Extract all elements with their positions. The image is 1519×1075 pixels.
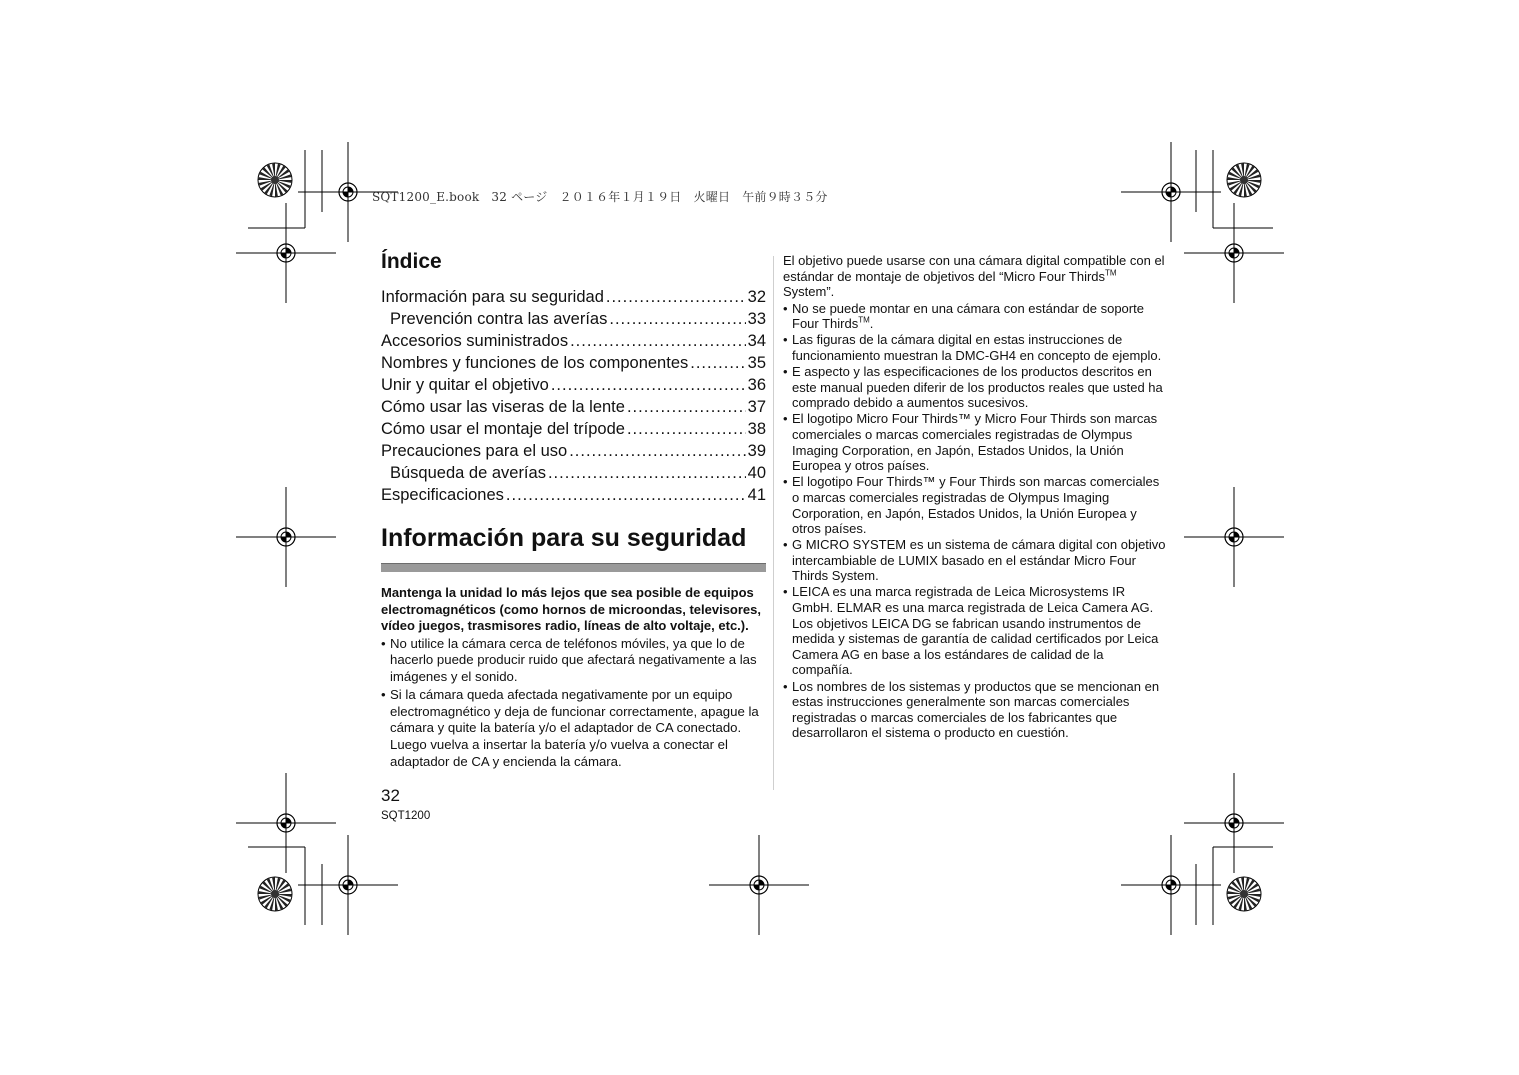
- list-item: • Si la cámara queda afectada negativamente por un equipo electromagnético y deja de funcionar correctamente, apague la cámara y quite la batería y/o el adaptador de CA conectado. Luego vuelva a insertar la batería y/o vuelva a conectar el adaptador de CA y encienda la cámara.: [381, 687, 766, 771]
- crosshair-mark: [236, 487, 336, 587]
- color-star-mark: [1227, 163, 1261, 197]
- crosshair-mark: [1184, 203, 1284, 303]
- crosshair-mark: [1184, 487, 1284, 587]
- toc-entry[interactable]: Nombres y funciones de los componentes ..... 35: [381, 352, 766, 374]
- list-item: • LEICA es una marca registrada de Leica Microsystems IR GmbH. ELMAR es una marca registrada de Leica Camera AG. Los objetivos LEICA DG se fabrican usando instrumentos de medida y sistemas de garantía de calidad certificados por Leica Camera AG en base a los estándares de calidad de la compañía.: [783, 584, 1167, 678]
- toc-title: Índice: [381, 250, 442, 273]
- toc-entry[interactable]: Accesorios suministrados ..... 34: [381, 330, 766, 352]
- print-info-line: SQT1200_E.book 32 ページ ２０１６年１月１９日 火曜日 午前９時３５分: [372, 190, 828, 204]
- page-number: 32: [381, 786, 400, 805]
- safety-bullets: [381, 636, 766, 771]
- crosshair-mark: [298, 835, 398, 935]
- list-item: • G MICRO SYSTEM es un sistema de cámara digital con objetivo intercambiable de LUMIX basado en el estándar Micro Four Thirds System.: [783, 537, 1167, 584]
- crosshair-mark: [236, 203, 336, 303]
- toc-entry[interactable]: Prevención contra las averías ..... 33: [381, 308, 766, 330]
- list-item: • Los nombres de los sistemas y productos que se mencionan en estas instrucciones generalmente son marcas comerciales registradas o marcas comerciales de los fabricantes que desarrollaron el sistema o producto en cuestión.: [783, 679, 1167, 741]
- list-item: • No utilice la cámara cerca de teléfonos móviles, ya que lo de hacerlo puede producir ruido que afectará negativamente a las imágenes y el sonido.: [381, 636, 766, 686]
- toc-entry[interactable]: Búsqueda de averías ..... 40: [381, 462, 766, 484]
- safety-warning: Mantenga la unidad lo más lejos que sea posible de equipos electromagnéticos (como hornos de microondas, televisores, vídeo juegos, trasmisores radio, líneas de alto voltaje, etc.).: [381, 585, 761, 633]
- crosshair-mark: [1121, 835, 1221, 935]
- toc-entry[interactable]: Especificaciones ..... 41: [381, 484, 766, 506]
- toc-entry[interactable]: Cómo usar las viseras de la lente ..... 37: [381, 396, 766, 418]
- color-star-mark: [258, 163, 292, 197]
- list-item: • Las figuras de la cámara digital en estas instrucciones de funcionamiento muestran la DMC-GH4 en concepto de ejemplo.: [783, 332, 1167, 363]
- color-star-mark: [258, 877, 292, 911]
- crosshair-mark: [709, 835, 809, 935]
- toc-entry[interactable]: Unir y quitar el objetivo ..... 36: [381, 374, 766, 396]
- intro-paragraph: El objetivo puede usarse con una cámara digital compatible con el estándar de montaje de objetivos del “Micro Four Thirds™ System”.: [783, 253, 1165, 300]
- toc-entry[interactable]: Precauciones para el uso ..... 39: [381, 440, 766, 462]
- crosshair-mark: [1184, 773, 1284, 873]
- column-divider: [773, 256, 774, 790]
- list-item: • El logotipo Four Thirds™ y Four Thirds son marcas comerciales o marcas comerciales registradas de Olympus Imaging Corporation, en Japón, Estados Unidos, la Unión Europea y otros países.: [783, 474, 1167, 536]
- color-star-mark: [1227, 877, 1261, 911]
- toc-list: [381, 286, 766, 506]
- list-item: • No se puede montar en una cámara con estándar de soporte Four Thirds™.: [783, 301, 1167, 332]
- crosshair-mark: [236, 773, 336, 873]
- section-title: Información para su seguridad: [381, 524, 747, 552]
- list-item: • E aspecto y las especificaciones de los productos descritos en este manual pueden diferir de los productos reales que usted ha comprado debido a aumentos sucesivos.: [783, 364, 1167, 411]
- section-rule: [381, 563, 766, 572]
- left-column: [381, 248, 766, 772]
- notes-list: [783, 301, 1167, 741]
- toc-entry[interactable]: Información para su seguridad ..... 32: [381, 286, 766, 308]
- model-code: SQT1200: [381, 810, 431, 822]
- crosshair-mark: [1121, 142, 1221, 242]
- list-item: • El logotipo Micro Four Thirds™ y Micro Four Thirds son marcas comerciales o marcas comerciales registradas de Olympus Imaging Corporation, en Japón, Estados Unidos, la Unión Europea y otros países.: [783, 411, 1167, 473]
- toc-entry[interactable]: Cómo usar el montaje del trípode ..... 38: [381, 418, 766, 440]
- right-column: [783, 253, 1167, 741]
